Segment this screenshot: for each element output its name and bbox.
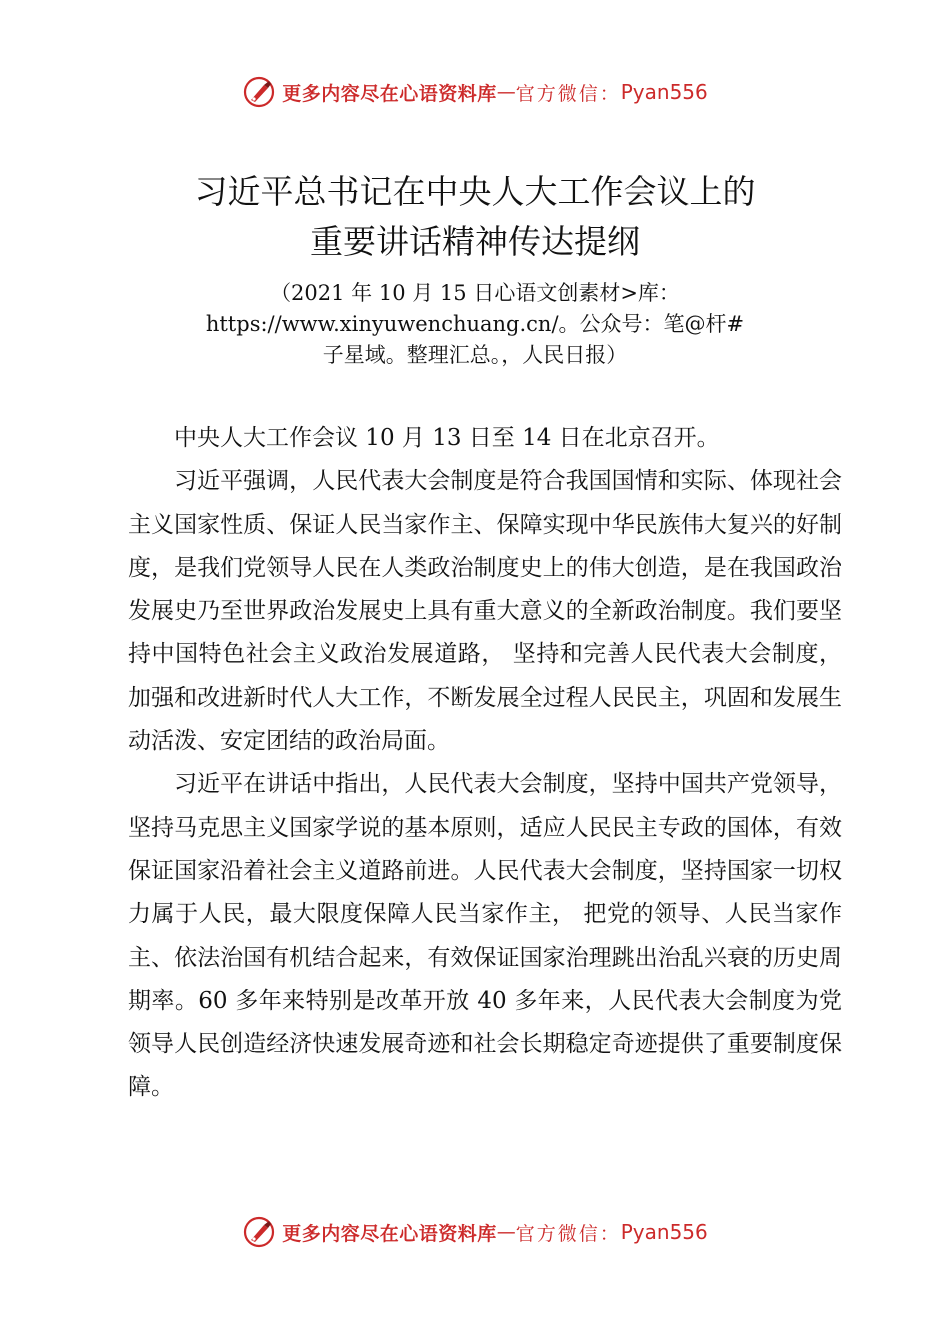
banner-main-text: 更多内容尽在心语资料库 (282, 82, 497, 105)
pen-nib-logo-icon (242, 1215, 276, 1249)
banner-dash: — (496, 1221, 516, 1243)
source-note: （2021 年 10 月 15 日心语文创素材>库： https://www.xinyuwenchuang.cn/。公众号：笔@杆# 子星域。整理汇总。，人民日报） (205, 281, 745, 367)
banner-wechat-id: Pyan556 (620, 80, 708, 104)
pen-nib-logo-icon (242, 75, 276, 109)
banner-main-text: 更多内容尽在心语资料库 (282, 1222, 497, 1245)
banner-wechat-label: 官方微信： (515, 1222, 621, 1245)
document-body (128, 417, 842, 1110)
banner-wechat-id: Pyan556 (620, 1220, 708, 1244)
title-line-2: 重要讲话精神传达提纲 (310, 222, 640, 261)
title-line-1: 习近平总书记在中央人大工作会议上的 (194, 172, 756, 211)
paragraph-2: 习近平强调，人民代表大会制度是符合我国国情和实际、体现社会主义国家性质、保证人民当家作主、保障实现中华民族伟大复兴的好制度，是我们党领导人民在人类政治制度史上的伟大创造，是在我国政治发展史乃至世界政治发展史上具有重大意义的全新政治制度。我们要坚持中国特色社会主义政治发展道路， 坚持和完善人民代表大会制度，加强和改进新时代人大工作，不断发展全过程人民民主，巩固和发展生动活泼、安定团结的政治局面。 (128, 468, 842, 755)
document-title (0, 167, 950, 267)
banner-wechat-label: 官方微信： (515, 82, 621, 105)
paragraph-3: 习近平在讲话中指出，人民代表大会制度，坚持中国共产党领导，坚持马克思主义国家学说的基本原则，适应人民民主专政的国体，有效保证国家沿着社会主义道路前进。人民代表大会制度，坚持国家一切权力属于人民，最大限度保障人民当家作主， 把党的领导、人民当家作主、依法治国有机结合起来，有效保证国家治理跳出治乱兴衰的历史周期率。60 多年来特别是改革开放 40 多年来，人民代表大会制度为党领导人民创造经济快速发展奇迹和社会长期稳定奇迹提供了重要制度保障。 (128, 771, 842, 1101)
paragraph-1: 中央人大工作会议 10 月 13 日至 14 日在北京召开。 (174, 425, 720, 451)
banner-dash: — (496, 81, 516, 103)
bottom-banner (0, 1210, 950, 1254)
top-banner (0, 70, 950, 114)
